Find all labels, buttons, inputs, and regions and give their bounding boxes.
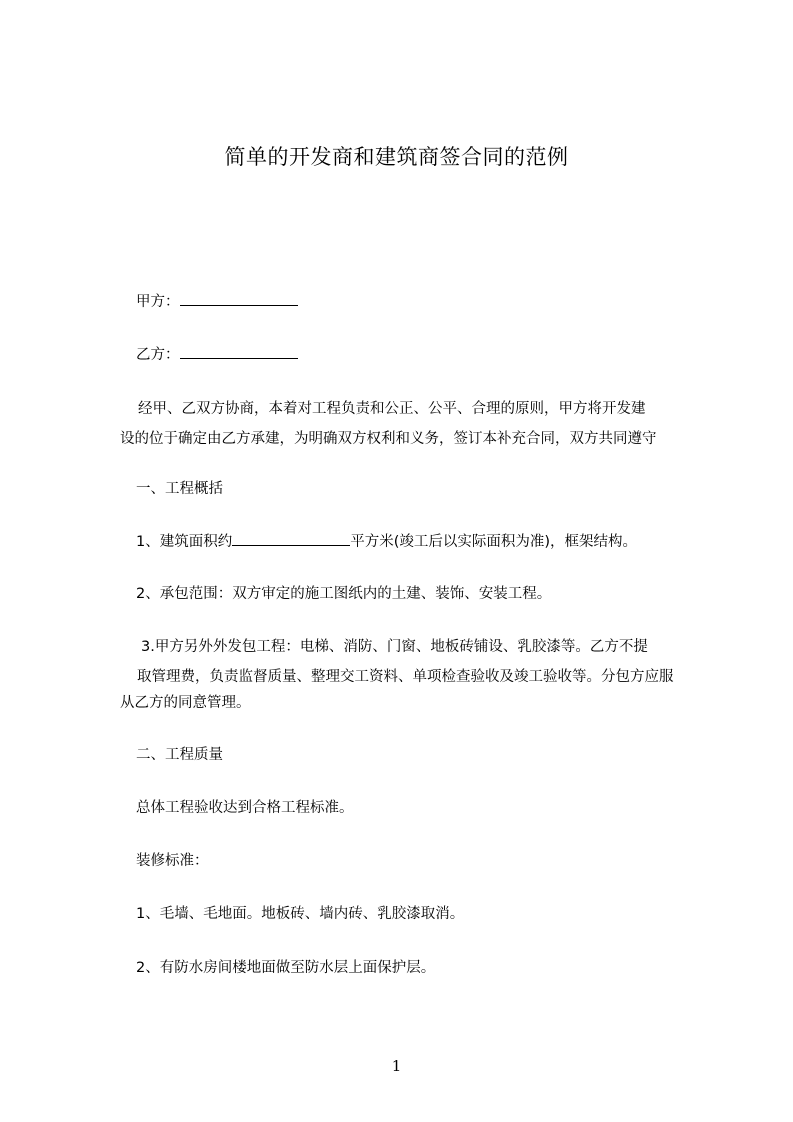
item-2-line: 2、承包范围：双方审定的施工图纸内的土建、装饰、安装工程。 (136, 586, 552, 602)
section-1-heading: 一、工程概括 (136, 481, 223, 497)
party-a-label: 甲方： (136, 294, 180, 310)
party-b-blank (180, 344, 298, 359)
item-1-line (136, 531, 637, 552)
intro-line-2: 设的位于确定由乙方承建，为明确双方权利和义务，签订本补充合同，双方共同遵守 (120, 431, 657, 447)
party-b-line (136, 344, 298, 365)
decoration-heading: 装修标准： (136, 853, 209, 869)
item-3-line-3: 从乙方的同意管理。 (120, 695, 251, 711)
decor-item-1: 1、毛墙、毛地面。地板砖、墙内砖、乳胶漆取消。 (136, 906, 465, 922)
intro-line-1: 经甲、乙双方协商，本着对工程负责和公正、公平、合理的原则，甲方将开发建 (138, 401, 646, 417)
area-blank (232, 531, 350, 546)
page-number: 1 (391, 1057, 402, 1075)
item-3-line-2: 取管理费，负责监督质量、整理交工资料、单项检查验收及竣工验收等。分包方应服 (137, 669, 674, 685)
party-a-line (136, 291, 298, 312)
decor-item-2: 2、有防水房间楼地面做至防水层上面保护层。 (136, 960, 436, 976)
party-a-blank (180, 291, 298, 306)
section-2-heading: 二、工程质量 (136, 747, 223, 763)
document-title: 简单的开发商和建筑商签合同的范例 (224, 145, 569, 169)
party-b-label: 乙方： (136, 347, 180, 363)
quality-standard-line: 总体工程验收达到合格工程标准。 (136, 800, 354, 816)
item-1-prefix: 1、建筑面积约 (136, 534, 233, 550)
item-1-suffix: 平方米(竣工后以实际面积为准)，框架结构。 (350, 534, 638, 550)
item-3-line-1: 3.甲方另外外发包工程：电梯、消防、门窗、地板砖铺设、乳胶漆等。乙方不提 (141, 639, 648, 655)
